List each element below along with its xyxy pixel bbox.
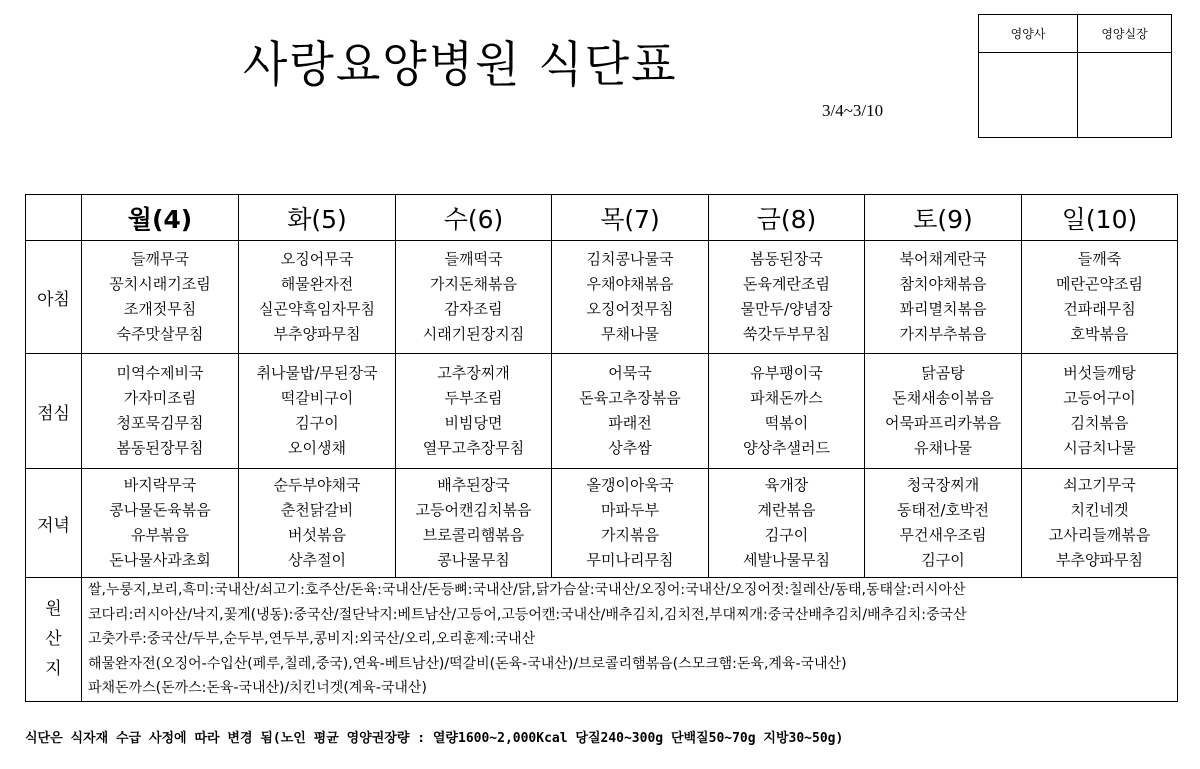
dish: 가자미조림 — [123, 389, 197, 407]
dish: 가지부추볶음 — [899, 325, 987, 343]
dish: 브로콜리햄볶음 — [422, 526, 525, 544]
approval-sign-chief — [1078, 53, 1171, 137]
approval-header-dietitian: 영양사 — [979, 15, 1078, 53]
menu-period: 3/4~3/10 — [822, 101, 884, 120]
day-header: 목(7) — [552, 195, 709, 241]
dish: 어묵파프리카볶음 — [885, 414, 1001, 432]
dish: 쑥갓두부무침 — [743, 325, 830, 343]
dish: 우채야채볶음 — [586, 275, 674, 293]
dish: 청국장찌개 — [906, 476, 980, 494]
dish-cell — [1022, 469, 1178, 578]
dish-cell — [1022, 354, 1178, 469]
dish: 고등어캔김치볶음 — [415, 501, 532, 519]
dish: 무건새우조림 — [899, 526, 987, 544]
day-header: 수(6) — [396, 195, 552, 241]
origin-details — [82, 578, 1178, 702]
day-header: 토(9) — [865, 195, 1022, 241]
dish: 돈육고추장볶음 — [579, 389, 681, 407]
dish: 김구이 — [921, 551, 965, 569]
dish: 오징어무국 — [280, 250, 354, 268]
dish-cell — [396, 241, 552, 354]
origin-line: 해물완자전(오징어-수입산(페루,칠레,중국),연육-베트남산)/떡갈비(돈육-국내산)/브로콜리햄볶음(스모크햄:돈육,계육-국내산) — [88, 655, 847, 672]
dish: 버섯볶음 — [288, 526, 346, 544]
dish: 건파래무침 — [1063, 300, 1136, 318]
dish: 숙주맛살무침 — [116, 325, 204, 343]
dish: 메란곤약조림 — [1056, 275, 1143, 293]
dish: 돈채새송이볶음 — [892, 389, 994, 407]
origin-line: 쌀,누룽지,보리,흑미:국내산/쇠고기:호주산/돈육:국내산/돈등뼈:국내산/닭,닭가슴살:국내산/오징어:국내산/오징어젓:칠레산/동태,동태살:러시아산 — [88, 582, 966, 598]
dish: 떡갈비구이 — [280, 389, 354, 407]
dish: 상추쌈 — [608, 439, 652, 457]
dish: 고추장찌개 — [437, 364, 510, 382]
dish-cell — [552, 354, 709, 469]
meal-label: 점심 — [26, 354, 82, 469]
dish: 감자조림 — [444, 300, 503, 318]
dish: 들깨무국 — [131, 250, 189, 268]
dish: 콩나물무침 — [437, 551, 510, 569]
dish: 미역수제비국 — [116, 364, 204, 382]
origin-label: 원 산 지 — [26, 578, 82, 702]
dish: 상추절이 — [288, 551, 346, 569]
origin-row — [26, 578, 1178, 702]
dish: 꽁치시래기조림 — [109, 275, 211, 293]
dish: 오이생채 — [288, 439, 346, 457]
dish-cell — [239, 241, 396, 354]
dish: 파채돈까스 — [750, 389, 823, 407]
dish-cell — [82, 241, 239, 354]
dish: 유부볶음 — [131, 526, 189, 544]
dish: 돈나물사과초회 — [109, 551, 211, 569]
nutrition-footnote: 식단은 식자재 수급 사정에 따라 변경 됨(노인 평균 영양권장량 : 열량1600~2,000Kcal 당질240~300g 단백질50~70g 지방30~50g) — [25, 731, 844, 746]
dish: 참치야채볶음 — [899, 275, 987, 293]
dish: 치킨네겟 — [1070, 501, 1129, 519]
dish-cell — [709, 469, 865, 578]
day-header: 금(8) — [709, 195, 865, 241]
approval-header-chief: 영양실장 — [1078, 15, 1171, 53]
dish: 유부팽이국 — [750, 364, 823, 382]
dish: 육개장 — [764, 476, 809, 494]
dish-cell — [82, 469, 239, 578]
dish-cell — [239, 354, 396, 469]
dish: 김구이 — [295, 414, 339, 432]
dish-cell — [239, 469, 396, 578]
dish: 부추양파무침 — [1056, 551, 1143, 569]
dish-cell — [552, 469, 709, 578]
dish: 무미나리무침 — [586, 551, 674, 569]
dish: 파래전 — [608, 414, 652, 432]
dish: 열무고추장무침 — [422, 439, 525, 457]
dish-cell — [709, 354, 865, 469]
day-header: 화(5) — [239, 195, 396, 241]
dish: 콩나물돈육볶음 — [109, 501, 211, 519]
dish: 순두부야채국 — [273, 476, 361, 494]
origin-line: 코다리:러시아산/낙지,꽃게(냉동):중국산/절단낙지:베트남산/고등어,고등어캔:국내산/배추김치,김치전,부대찌개:중국산배추김치/배추김치:중국산 — [88, 606, 967, 623]
dish: 유채나물 — [914, 439, 972, 457]
day-header-row — [26, 195, 1178, 241]
dish-cell — [396, 354, 552, 469]
dish: 춘천닭갈비 — [280, 501, 354, 519]
dish: 시래기된장지짐 — [422, 325, 525, 343]
dish: 김구이 — [764, 526, 809, 544]
dish-cell — [709, 241, 865, 354]
dish: 올갱이아욱국 — [586, 476, 674, 494]
dish: 청포묵김무침 — [116, 414, 204, 432]
dish: 두부조림 — [444, 389, 503, 407]
dish: 고등어구이 — [1063, 389, 1136, 407]
dish: 계란볶음 — [757, 501, 816, 519]
menu-table — [25, 194, 1178, 702]
dish: 쇠고기무국 — [1063, 476, 1136, 494]
approval-sign-dietitian — [979, 53, 1078, 137]
dish: 김치콩나물국 — [586, 250, 674, 268]
dish: 실곤약흑임자무침 — [259, 300, 375, 318]
dish: 오징어젓무침 — [586, 300, 674, 318]
dish: 바지락무국 — [123, 476, 197, 494]
dish: 시금치나물 — [1063, 439, 1136, 457]
dish: 봄동된장무침 — [116, 439, 204, 457]
day-header: 월(4) — [82, 195, 239, 241]
dish: 해물완자전 — [280, 275, 354, 293]
meal-label: 저녁 — [26, 469, 82, 578]
meal-row-breakfast — [26, 241, 1178, 354]
dish: 김치볶음 — [1070, 414, 1129, 432]
dish: 무채나물 — [601, 325, 659, 343]
meal-row-lunch — [26, 354, 1178, 469]
dish: 취나물밥/무된장국 — [256, 364, 378, 382]
dish: 들깨죽 — [1077, 250, 1122, 268]
day-header: 일(10) — [1022, 195, 1178, 241]
dish: 세발나물무침 — [743, 551, 830, 569]
dish-cell — [82, 354, 239, 469]
corner-cell — [26, 195, 82, 241]
dish: 북어채계란국 — [899, 250, 987, 268]
dish: 고사리들깨볶음 — [1048, 526, 1151, 544]
dish: 어묵국 — [608, 364, 652, 382]
dish-cell — [396, 469, 552, 578]
meal-label: 아침 — [26, 241, 82, 354]
dish: 닭곰탕 — [921, 364, 965, 382]
dish: 버섯들깨탕 — [1063, 364, 1136, 382]
dish: 마파두부 — [601, 501, 659, 519]
origin-line: 파채돈까스(돈까스:돈육-국내산)/치킨너겟(계육-국내산) — [88, 680, 427, 696]
dish-cell — [865, 469, 1022, 578]
dish: 물만두/양념장 — [740, 300, 833, 318]
dish: 돈육계란조림 — [743, 275, 830, 293]
dish: 들깨떡국 — [444, 250, 503, 268]
dish-cell — [865, 354, 1022, 469]
meal-row-dinner — [26, 469, 1178, 578]
dish-cell — [1022, 241, 1178, 354]
dish: 꽈리멸치볶음 — [899, 300, 987, 318]
dish-cell — [552, 241, 709, 354]
dish: 가지볶음 — [601, 526, 659, 544]
dish: 가지돈채볶음 — [430, 275, 517, 293]
dish: 봄동된장국 — [750, 250, 823, 268]
dish: 떡볶이 — [764, 414, 809, 432]
approval-box — [978, 14, 1172, 138]
page-title: 사랑요양병원 식단표 — [243, 35, 678, 93]
dish: 조개젓무침 — [123, 300, 197, 318]
dish: 양상추샐러드 — [743, 439, 830, 457]
dish: 부추양파무침 — [273, 325, 361, 343]
dish: 호박볶음 — [1070, 325, 1129, 343]
dish: 동태전/호박전 — [897, 501, 989, 519]
dish: 배추된장국 — [437, 476, 510, 494]
dish-cell — [865, 241, 1022, 354]
dish: 비빔당면 — [444, 414, 503, 432]
origin-line: 고춧가루:중국산/두부,순두부,연두부,콩비지:외국산/오리,오리훈제:국내산 — [88, 631, 536, 647]
